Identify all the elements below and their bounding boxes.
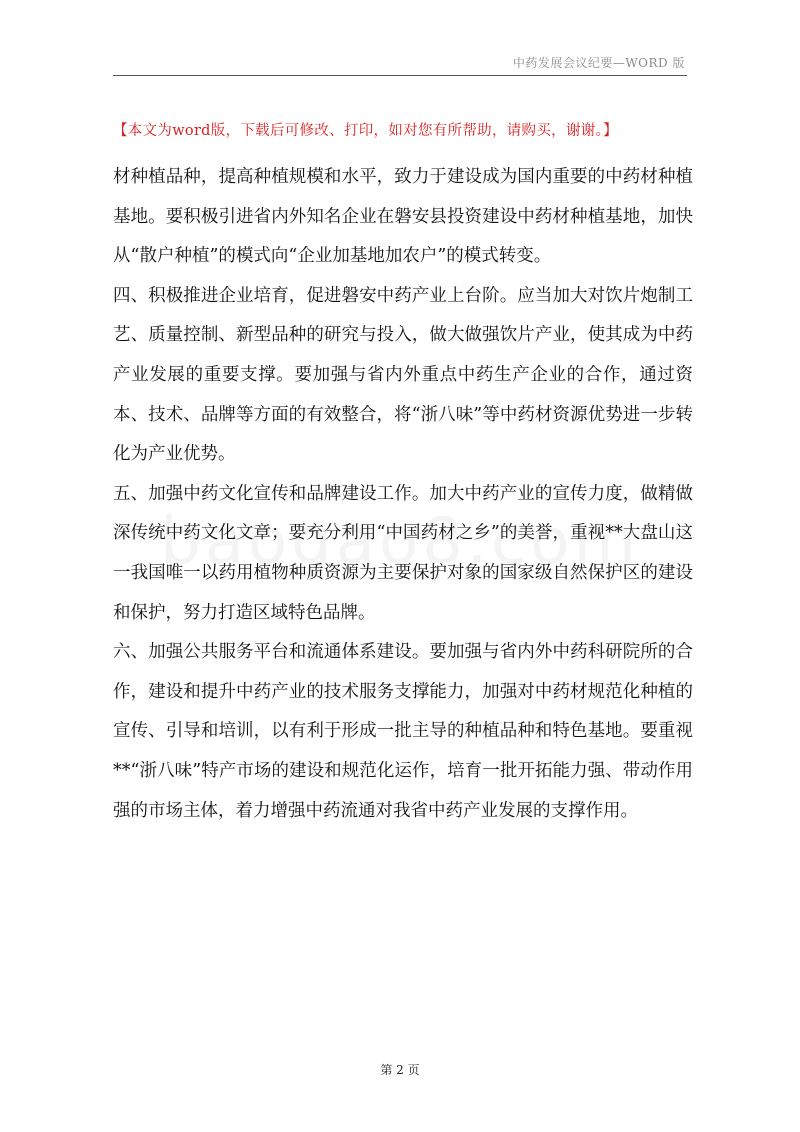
paragraph: 材种植品种，提高种植规模和水平，致力于建设成为国内重要的中药材种植基地。要积极引进省内外知名企业在磐安县投资建设中药材种植基地，加快从“散户种植”的模式向“企业加基地加农户”的模式转变。 [113,167,693,267]
download-notice: 【本文为word版，下载后可修改、打印，如对您有所帮助，请购买，谢谢。】 [113,123,618,139]
paragraph: 五、加强中药文化宣传和品牌建设工作。加大中药产业的宣传力度，做精做深传统中药文化文章；要充分利用“中国药材之乡”的美誉，重视**大盘山这一我国唯一以药用植物种质资源为主要保护对象的国家级自然保护区的建设和保护，努力打造区域特色品牌。 [113,483,693,623]
page-number: 第 2 页 [380,1063,420,1077]
body-text [113,158,693,831]
running-header: 中药发展会议纪要—WORD 版 [512,56,685,70]
paragraph: 六、加强公共服务平台和流通体系建设。要加强与省内外中药科研院所的合作，建设和提升中药产业的技术服务支撑能力，加强对中药材规范化种植的宣传、引导和培训，以有利于形成一批主导的种植品种和特色基地。要重视**“浙八味”特产市场的建设和规范化运作，培育一批开拓能力强、带动作用强的市场主体，着力增强中药流通对我省中药产业发展的支撑作用。 [113,642,693,821]
header-divider [113,75,687,76]
paragraph: 四、积极推进企业培育，促进磐安中药产业上台阶。应当加大对饮片炮制工艺、质量控制、新型品种的研究与投入，做大做强饮片产业，使其成为中药产业发展的重要支撑。要加强与省内外重点中药生产企业的合作，通过资本、技术、品牌等方面的有效整合，将“浙八味”等中药材资源优势进一步转化为产业优势。 [113,285,693,465]
